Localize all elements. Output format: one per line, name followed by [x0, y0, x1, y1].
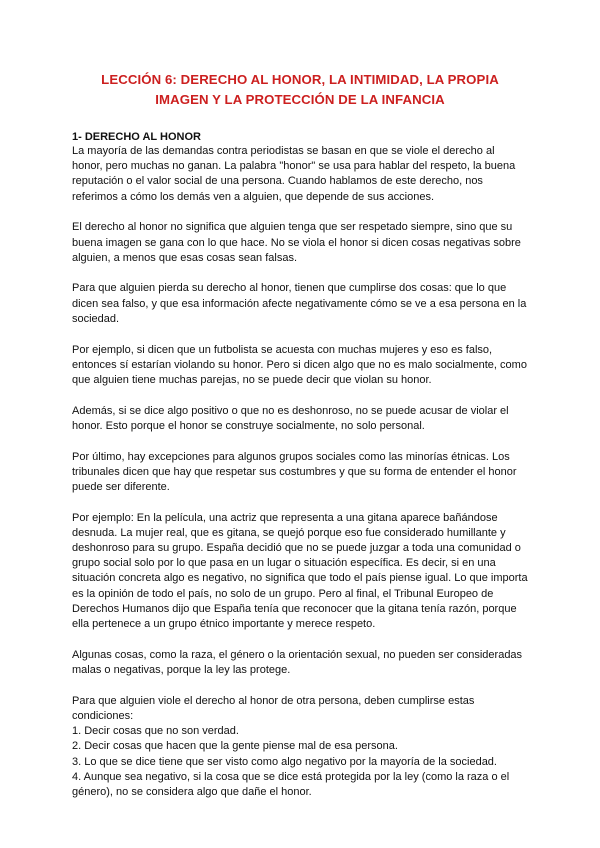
page-title — [72, 70, 528, 110]
conditions-list — [72, 724, 528, 800]
paragraph-7: Por ejemplo: En la película, una actriz que representa a una gitana aparece bañándose desnuda. La mujer real, que es gitana, se quejó porque eso fue considerado humillante y deshonroso para su grupo. España decidió que no se puede juzgar a toda una comunidad o grupo social solo por lo que pasa en un lugar o situación específica. Es decir, si en una situación concreta algo es negativo, no significa que todo el país piense igual. Lo que importa es la opinión de todo el país, no solo de un grupo. Pero al final, el Tribunal Europeo de Derechos Humanos dijo que España tenía que reconocer que la gitana tenía razón, porque ella pertenece a un grupo étnico importante y merece respeto. — [72, 511, 528, 631]
paragraph-2: El derecho al honor no significa que alguien tenga que ser respetado siempre, sino que su buena imagen se gana con lo que hace. No se viola el honor si dicen cosas negativas sobre alguien, a menos que esas cosas sean falsas. — [72, 221, 521, 264]
list-item: 2. Decir cosas que hacen que la gente piense mal de esa persona. — [72, 740, 398, 753]
list-item: 1. Decir cosas que no son verdad. — [72, 725, 239, 738]
title-line-2: IMAGEN Y LA PROTECCIÓN DE LA INFANCIA — [155, 92, 445, 107]
paragraph-9: Para que alguien viole el derecho al honor de otra persona, deben cumplirse estas condiciones: — [72, 694, 475, 722]
paragraph-8: Algunas cosas, como la raza, el género o la orientación sexual, no pueden ser consideradas malas o negativas, porque la ley las protege. — [72, 648, 523, 676]
list-item: 3. Lo que se dice tiene que ser visto como algo negativo por la mayoría de la sociedad. — [72, 755, 497, 768]
paragraph-4: Por ejemplo, si dicen que un futbolista se acuesta con muchas mujeres y eso es falso, entonces sí estarían violando su honor. Pero si dicen algo que no es malo socialmente, como que alguien tiene muchas parejas, no se puede decir que violan su honor. — [72, 343, 527, 386]
title-line-1: LECCIÓN 6: DERECHO AL HONOR, LA INTIMIDAD, LA PROPIA — [101, 72, 499, 87]
section-heading: 1- DERECHO AL HONOR — [72, 131, 201, 143]
paragraph-1: La mayoría de las demandas contra periodistas se basan en que se viole el derecho al honor, pero muchas no ganan. La palabra "honor" se usa para hablar del respeto, la buena reputación o el valor social de una persona. Cuando hablamos de este derecho, nos referimos a cómo los demás ven a alguien, que depende de sus acciones. — [72, 145, 516, 203]
list-item: 4. Aunque sea negativo, si la cosa que se dice está protegida por la ley (como la raza o el género), no se considera algo que dañe el honor. — [72, 770, 510, 798]
paragraph-3: Para que alguien pierda su derecho al honor, tienen que cumplirse dos cosas: que lo que dicen sea falso, y que esa información afecte negativamente cómo se ve a esa persona en la sociedad. — [72, 282, 527, 325]
paragraph-6: Por último, hay excepciones para algunos grupos sociales como las minorías étnicas. Los tribunales dicen que hay que respetar sus costumbres y que su forma de entender el honor puede ser diferente. — [72, 450, 517, 493]
paragraph-5: Además, si se dice algo positivo o que no es deshonroso, no se puede acusar de violar el honor. Esto porque el honor se construye socialmente, no solo personal. — [72, 404, 509, 432]
